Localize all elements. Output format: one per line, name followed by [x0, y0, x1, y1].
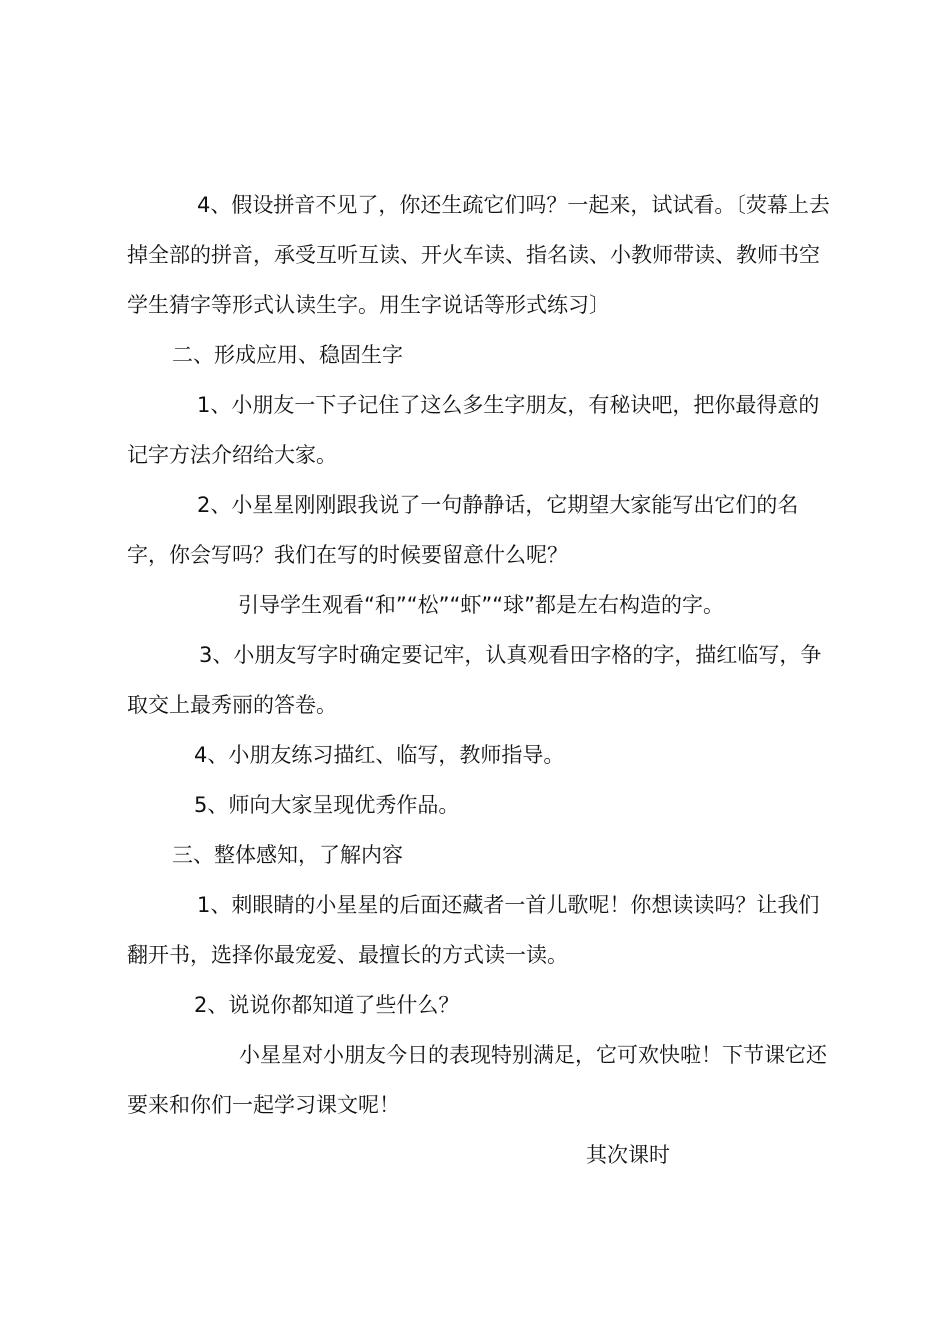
paragraph-2-1: 1、小朋友一下子记住了这么多生字朋友，有秘诀吧，把你最得意的记字方法介绍给大家。	[127, 393, 820, 467]
paragraph-2-4: 4、小朋友练习描红、临写，教师指导。	[194, 743, 565, 767]
heading-section-2: 二、形成应用、稳固生字	[172, 343, 403, 367]
paragraph-step-4-pinyin: 4、假设拼音不见了，你还生疏它们吗？一起来，试试看。〔荧幕上去掉全部的拼音，承受互听互读、开火车读、指名读、小教师带读、教师书空学生猜字等形式认读生字。用生字说话等形式练习〕	[127, 193, 830, 317]
paragraph-guide-observe: 引导学生观看“和”“松”“虾”“球”都是左右构造的字。	[238, 593, 725, 617]
paragraph-2-5: 5、师向大家呈现优秀作品。	[194, 793, 460, 817]
paragraph-3-2: 2、说说你都知道了些什么？	[194, 993, 460, 1017]
paragraph-3-1: 1、刺眼睛的小星星的后面还藏者一首儿歌呢！你想读读吗？让我们翻开书，选择你最宠爱、最擅长的方式读一读。	[127, 893, 820, 967]
paragraph-2-3: 3、小朋友写字时确定要记牢，认真观看田字格的字，描红临写，争取交上最秀丽的答卷。	[127, 643, 822, 717]
heading-section-3: 三、整体感知，了解内容	[172, 843, 403, 867]
heading-second-lesson: 其次课时	[586, 1143, 670, 1167]
paragraph-closing: 小星星对小朋友今日的表现特别满足，它可欢快啦！下节课它还要来和你们一起学习课文呢！	[127, 1043, 827, 1117]
paragraph-2-2: 2、小星星刚刚跟我说了一句静静话，它期望大家能写出它们的名字，你会写吗？我们在写的时候要留意什么呢？	[127, 493, 799, 567]
